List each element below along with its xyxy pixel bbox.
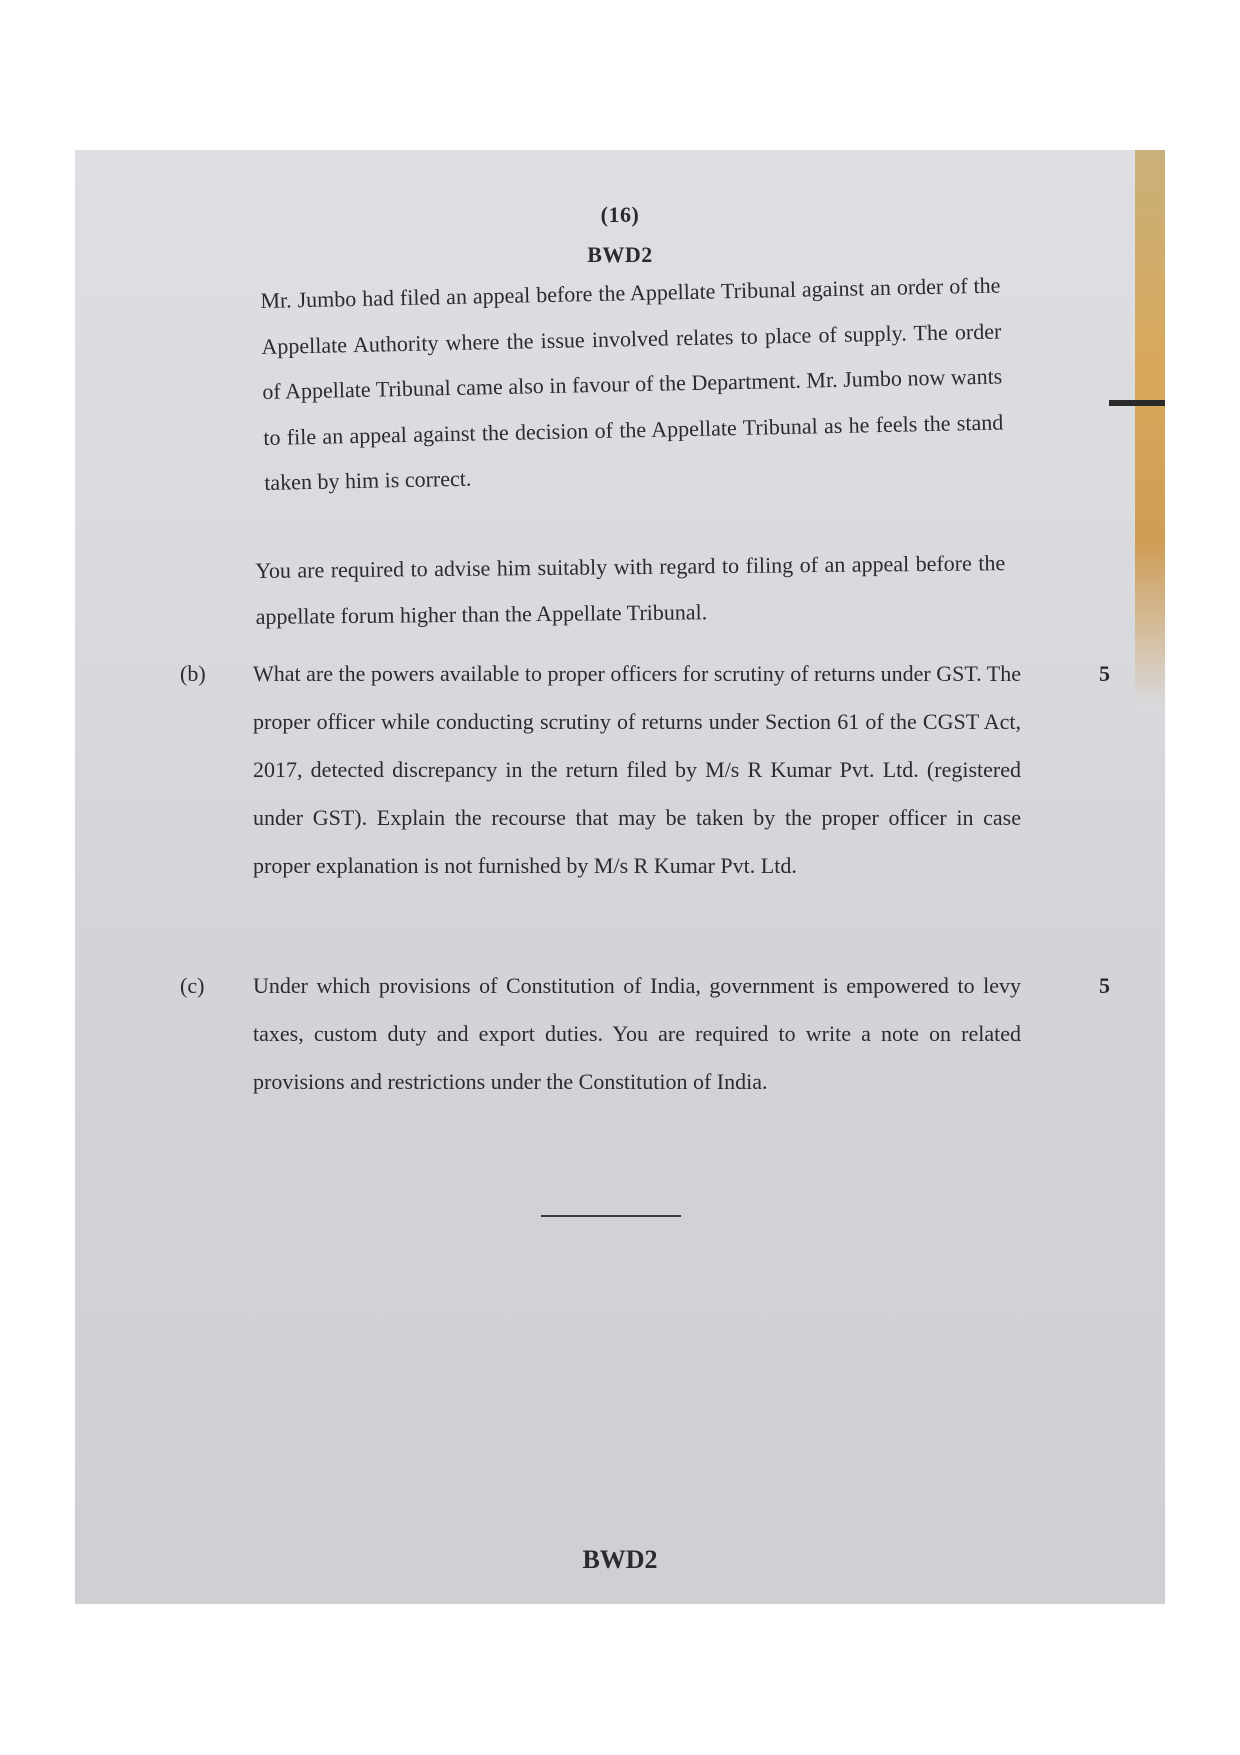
question-label: (c) <box>180 973 205 998</box>
question-marks: 5 <box>1099 973 1110 998</box>
document-page <box>75 150 1165 1604</box>
question-text: Under which provisions of Constitution of India, government is empowered to levy taxes, custom duty and export duties. You are required to write a note on related provisions and restrictions under the Constitution of India. <box>253 973 1021 1094</box>
page-number: (16) <box>600 202 640 227</box>
question-label: (b) <box>180 661 206 686</box>
question-marks: 5 <box>1099 661 1110 686</box>
intro-paragraph: Mr. Jumbo had filed an appeal before the Appellate Tribunal against an order of the Appellate Authority where the issue involved relates to place of supply. The order of Appellate Tribunal came also in favour of the Department. Mr. Jumbo now wants to file an appeal against the decision of the Appellate Tribunal as he feels the stand taken by him is correct. <box>260 272 1004 495</box>
question-text: What are the powers available to proper officers for scrutiny of returns under GST. The proper officer while conducting scrutiny of returns under Section 61 of the CGST Act, 2017, detected discrepancy in the return filed by M/s R Kumar Pvt. Ltd. (registered under GST). Explain the recourse that may be taken by the proper officer in case proper explanation is not furnished by M/s R Kumar Pvt. Ltd. <box>253 661 1021 878</box>
advice-paragraph: You are required to advise him suitably with regard to filing of an appeal before the appellate forum higher than the Appellate Tribunal. <box>255 550 1006 629</box>
background-object <box>1135 150 1165 710</box>
end-divider <box>541 1215 681 1217</box>
paper-code-footer: BWD2 <box>582 1545 658 1574</box>
background-mark <box>1109 400 1165 406</box>
paper-code-header: BWD2 <box>587 242 653 267</box>
